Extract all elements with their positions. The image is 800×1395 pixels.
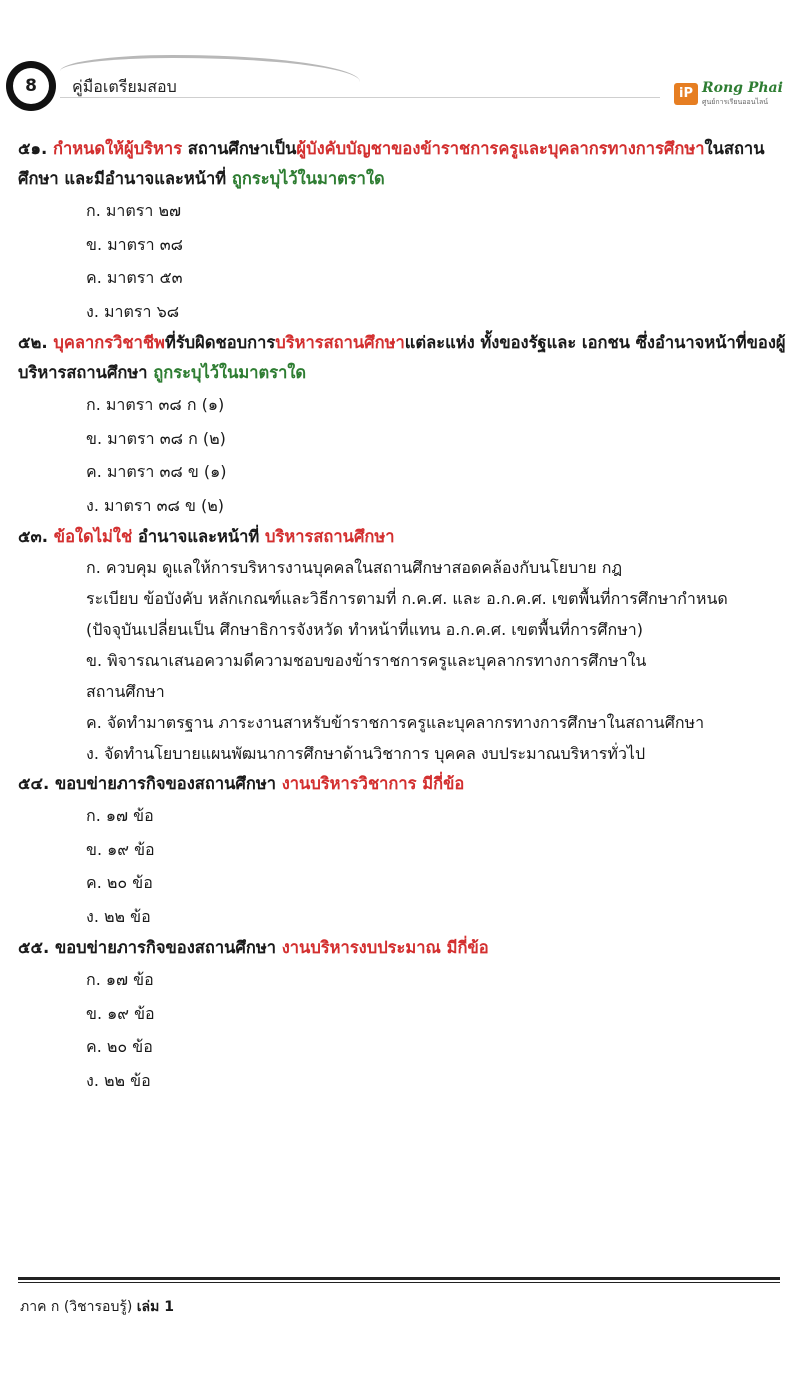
choice-a: ก. มาตรา ๓๘ ก (๑) <box>86 395 225 414</box>
choice-b: ข. ๑๙ ข้อ <box>86 1003 155 1023</box>
question-text: ๕๓. ข้อใดไม่ใช่ อำนาจและหน้าที่ บริหารสถานศึกษา <box>18 527 395 546</box>
choice-a-line-3: (ปัจจุบันเปลี่ยนเป็น ศึกษาธิการจังหวัด ทำหน้าที่แทน อ.ก.ค.ศ. เขตพื้นที่การศึกษา) <box>86 620 643 639</box>
page-number: 8 <box>13 68 49 104</box>
logo-mark: iP <box>674 83 698 105</box>
choice-d: ง. จัดทำนโยบายแผนพัฒนาการศึกษาด้านวิชาการ บุคคล งบประมาณบริหารทั่วไป <box>86 744 646 763</box>
question-text: ๕๑. กำหนดให้ผู้บริหาร สถานศึกษาเป็นผู้บังคับบัญชาของข้าราชการครูและบุคลากรทางการศึกษาในสถานศึกษา และมีอำนาจและหน้าที่ ถูกระบุไว้ในมาตราใด <box>18 139 765 188</box>
choice-a: ก. ๑๗ ข้อ <box>86 806 154 825</box>
footer-rule-thick <box>18 1277 780 1280</box>
question-text: ๕๕. ขอบข่ายภารกิจของสถานศึกษา งานบริหารงบประมาณ มีกี่ข้อ <box>18 938 489 957</box>
choice-b: ข. พิจารณาเสนอความดีความชอบของข้าราชการครูและบุคลากรทางการศึกษาใน <box>86 651 647 670</box>
choice-b: ข. มาตรา ๓๘ <box>86 234 183 254</box>
question-55 <box>18 933 788 1097</box>
choice-c: ค. ๒๐ ข้อ <box>86 1037 153 1056</box>
choice-a: ก. ควบคุม ดูแลให้การบริหารงานบุคคลในสถานศึกษาสอดคล้องกับนโยบาย กฎ <box>86 558 623 577</box>
question-54 <box>18 769 788 933</box>
footer-rule-thin <box>18 1282 780 1283</box>
choice-d: ง. ๒๒ ข้อ <box>86 906 151 926</box>
question-52 <box>18 328 788 522</box>
choice-c: ค. มาตรา ๓๘ ข (๑) <box>86 462 227 481</box>
choice-b-line-2: สถานศึกษา <box>86 682 165 701</box>
choice-d: ง. มาตรา ๖๘ <box>86 301 180 321</box>
question-text: ๕๒. บุคลากรวิชาชีพที่รับผิดชอบการบริหารสถานศึกษาแต่ละแห่ง ทั้งของรัฐและ เอกชน ซึ่งอำนาจหน้าที่ของผู้บริหารสถานศึกษา ถูกระบุไว้ในมาตราใด <box>18 333 786 382</box>
choice-c: ค. ๒๐ ข้อ <box>86 873 153 892</box>
logo-subtitle: ศูนย์การเรียนออนไลน์ <box>702 98 769 106</box>
page-header <box>0 55 800 115</box>
question-text: ๕๔. ขอบข่ายภารกิจของสถานศึกษา งานบริหารวิชาการ มีกี่ข้อ <box>18 774 465 793</box>
page-number-badge <box>6 61 56 111</box>
choice-a: ก. ๑๗ ข้อ <box>86 970 154 989</box>
rong-phai-logo <box>674 77 786 111</box>
choice-d: ง. มาตรา ๓๘ ข (๒) <box>86 495 224 515</box>
footer-volume: เล่ม 1 <box>136 1299 174 1315</box>
question-list <box>18 134 788 1097</box>
choice-d: ง. ๒๒ ข้อ <box>86 1070 151 1090</box>
header-title: คู่มือเตรียมสอบ <box>72 77 177 96</box>
choice-c: ค. มาตรา ๕๓ <box>86 268 183 287</box>
question-53 <box>18 522 788 769</box>
question-51 <box>18 134 788 328</box>
choice-a-line-2: ระเบียบ ข้อบังคับ หลักเกณฑ์และวิธีการตามที่ ก.ค.ศ. และ อ.ก.ค.ศ. เขตพื้นที่การศึกษากำหนด <box>86 589 728 608</box>
choice-c: ค. จัดทำมาตรฐาน ภาระงานสาหรับข้าราชการครูและบุคลากรทางการศึกษาในสถานศึกษา <box>86 713 705 732</box>
logo-text: Rong Phai <box>702 80 783 96</box>
footer-text <box>20 1296 174 1318</box>
footer-section: ภาค ก (วิชารอบรู้) <box>20 1299 137 1315</box>
choice-b: ข. ๑๙ ข้อ <box>86 839 155 859</box>
choice-a: ก. มาตรา ๒๗ <box>86 201 182 220</box>
choice-b: ข. มาตรา ๓๘ ก (๒) <box>86 428 226 448</box>
